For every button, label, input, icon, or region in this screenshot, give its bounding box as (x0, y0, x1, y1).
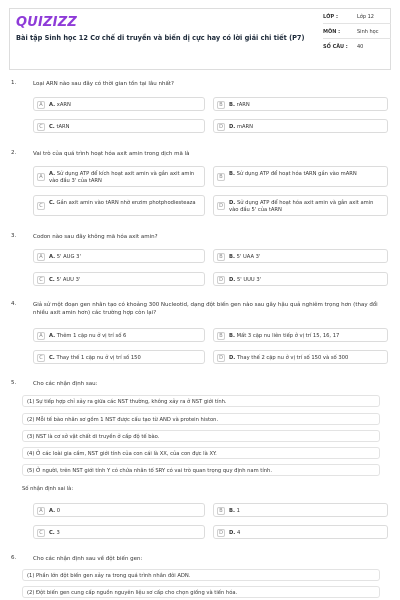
meta-value: Sinh học (357, 29, 379, 35)
option-d[interactable] (213, 272, 388, 286)
worksheet-header (9, 8, 391, 70)
option-label: D. (229, 530, 236, 536)
option-label: C. (49, 530, 55, 536)
worksheet-title: Bài tập Sinh học 12 Cơ chế di truyền và biến dị cực hay có lời giải chi tiết (P7) (16, 34, 305, 42)
statement: (4) Ở các loài gia cầm, NST giới tính của con cái là XX, của con đực là XY. (22, 447, 380, 459)
option-b[interactable] (213, 249, 388, 263)
option-text: Thay thế 1 cặp nu ở vị trí số 150 (56, 355, 141, 361)
meta-key: MÔN : (323, 29, 341, 35)
option-text: 5' UUU 3' (236, 277, 262, 283)
option-b[interactable] (213, 328, 388, 342)
option-label: B. (229, 171, 235, 177)
option-text: Sử dụng ATP để hoạt hóa axit amin và gắn axit amin vào đầu 5' của tARN (229, 200, 374, 213)
option-text: Gắn axit amin vào tARN nhờ enzim photphodiesteaza (56, 200, 196, 206)
option-text: Thêm 1 cặp nu ở vị trí số 6 (56, 333, 127, 339)
meta-row-count (323, 39, 391, 54)
option-text: xARN (56, 102, 71, 108)
question-number: 1. (11, 80, 17, 86)
option-b[interactable] (213, 166, 388, 187)
option-label: B. (229, 333, 235, 339)
meta-value: 40 (357, 44, 364, 50)
question-text: Cho các nhận định sau về đột biến gen: (33, 556, 143, 562)
option-label: B. (229, 102, 235, 108)
option-text: 4 (236, 530, 241, 536)
option-letter: D (217, 354, 225, 362)
option-c[interactable] (33, 350, 205, 364)
quizizz-logo: QUIZIZZ (16, 15, 77, 30)
meta-row-subject (323, 24, 391, 39)
option-label: A. (49, 254, 56, 260)
statement: (2) Đột biến gen cung cấp nguồn nguyên liệu sơ cấp cho chọn giống và tiến hóa. (22, 586, 380, 598)
option-text: 5' AUG 3' (56, 254, 81, 260)
statement: (1) Sự tiếp hợp chỉ xảy ra giữa các NST thường, không xảy ra ở NST giới tính. (22, 395, 380, 407)
option-text: Sử dụng ATP để hoạt hóa tARN gắn vào mARN (236, 171, 357, 177)
option-b[interactable] (213, 97, 388, 111)
option-c[interactable] (33, 525, 205, 539)
option-a[interactable] (33, 97, 205, 111)
option-text: 5' UAA 3' (236, 254, 261, 260)
option-label: C. (49, 355, 55, 361)
question-text: Loại ARN nào sau đây có thời gian tồn tại lâu nhất? (33, 81, 174, 87)
option-d[interactable] (213, 525, 388, 539)
option-text: Sử dụng ATP để kích hoạt axit amin và gắn axit amin vào đầu 3' của tARN (49, 171, 195, 184)
option-d[interactable] (213, 195, 388, 216)
option-letter: A (37, 173, 45, 181)
option-a[interactable] (33, 328, 205, 342)
meta-row-grade (323, 9, 391, 24)
question-text: Codon nào sau đây không mã hóa axit amin? (33, 234, 158, 240)
option-letter: D (217, 123, 225, 131)
option-letter: B (217, 507, 225, 515)
option-b[interactable] (213, 503, 388, 517)
option-label: A. (49, 508, 56, 514)
option-label: C. (49, 200, 55, 206)
option-label: D. (229, 200, 236, 206)
option-c[interactable] (33, 119, 205, 133)
option-label: C. (49, 277, 55, 283)
option-label: B. (229, 254, 235, 260)
option-a[interactable] (33, 166, 205, 187)
option-letter: C (37, 529, 45, 537)
option-letter: D (217, 276, 225, 284)
option-letter: C (37, 276, 45, 284)
meta-key: LỚP : (323, 14, 338, 20)
option-letter: D (217, 202, 225, 210)
option-text: 5' AUU 3' (56, 277, 81, 283)
option-c[interactable] (33, 272, 205, 286)
question-number: 6. (11, 555, 17, 561)
option-letter: A (37, 253, 45, 261)
meta-key: SỐ CÂU : (323, 44, 348, 50)
option-text: 1 (236, 508, 240, 514)
question-text: Giả sử một đoạn gen nhân tạo có khoảng 300 Nucleotid, dạng đột biến gen nào sau gây hậu quả nghiêm trọng hơn (thay đổi nhiều axit amin hơn) các trường hợp còn lại? (33, 302, 378, 316)
option-letter: C (37, 123, 45, 131)
statement: (5) Ở người, trên NST giới tính Y có chứa nhân tố SRY có vai trò quan trọng quy định nam tính. (22, 464, 380, 476)
option-text: 3 (56, 530, 60, 536)
option-label: D. (229, 277, 236, 283)
statement: (3) NST là cơ sở vật chất di truyền ở cấp độ tế bào. (22, 430, 380, 442)
option-letter: C (37, 354, 45, 362)
option-label: C. (49, 124, 55, 130)
option-a[interactable] (33, 249, 205, 263)
question-number: 3. (11, 233, 17, 239)
question-number: 5. (11, 380, 17, 386)
statement: (2) Mỗi tế bào nhân sơ gồm 1 NST được cấu tạo từ AND và protein histon. (22, 413, 380, 425)
option-letter: B (217, 253, 225, 261)
option-label: D. (229, 124, 236, 130)
option-c[interactable] (33, 195, 205, 216)
option-text: tARN (56, 124, 70, 130)
option-text: Mất 3 cặp nu liên tiếp ở vị trí 15, 16, 17 (236, 333, 340, 339)
statement: (1) Phần lớn đột biến gen xảy ra trong quá trình nhân đôi ADN. (22, 569, 380, 581)
question-number: 2. (11, 150, 17, 156)
option-label: B. (229, 508, 235, 514)
question-text: Vai trò của quá trình hoạt hóa axit amin trong dịch mã là (33, 151, 190, 157)
option-text: Thay thế 2 cặp nu ở vị trí số 150 và số 300 (236, 355, 349, 361)
meta-value: Lớp 12 (357, 14, 374, 20)
option-letter: B (217, 332, 225, 340)
option-letter: A (37, 507, 45, 515)
option-letter: B (217, 101, 225, 109)
option-text: 0 (56, 508, 61, 514)
question-number: 4. (11, 301, 17, 307)
option-letter: D (217, 529, 225, 537)
option-label: A. (49, 171, 56, 177)
option-letter: C (37, 202, 45, 210)
option-a[interactable] (33, 503, 205, 517)
option-text: mARN (236, 124, 254, 130)
option-label: D. (229, 355, 236, 361)
meta-table (323, 9, 391, 69)
option-letter: A (37, 332, 45, 340)
option-letter: A (37, 101, 45, 109)
question-prompt: Số nhận định sai là: (22, 486, 74, 492)
option-letter: B (217, 173, 225, 181)
option-d[interactable] (213, 119, 388, 133)
option-label: A. (49, 333, 56, 339)
question-text: Cho các nhận định sau: (33, 381, 98, 387)
option-label: A. (49, 102, 56, 108)
option-text: rARN (236, 102, 250, 108)
option-d[interactable] (213, 350, 388, 364)
